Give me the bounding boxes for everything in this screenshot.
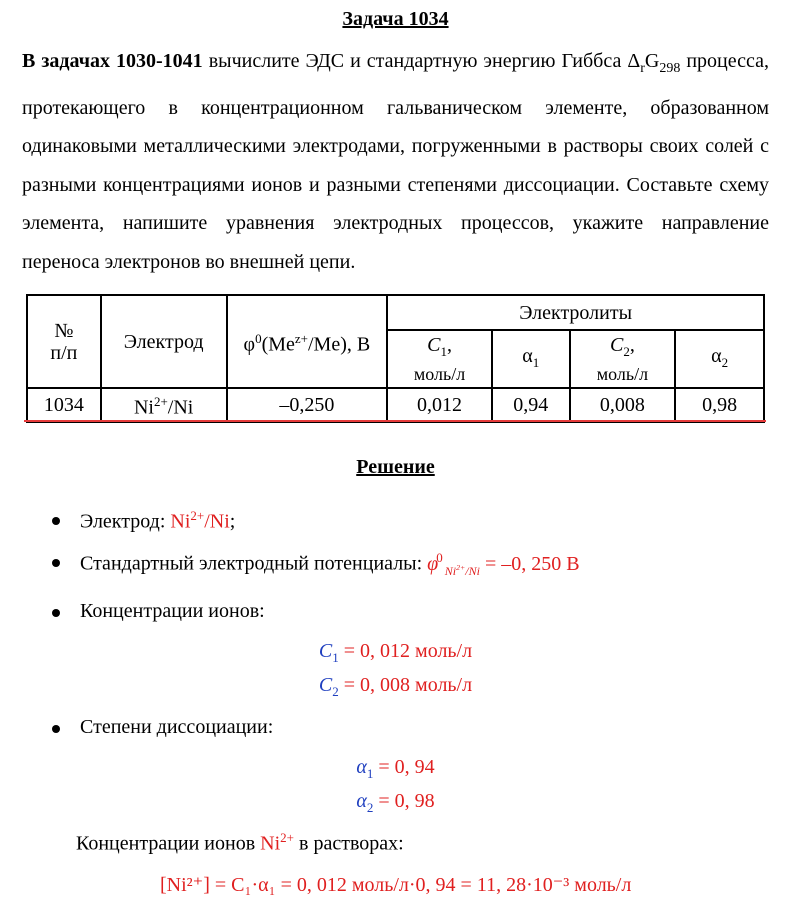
phi-subscript xyxy=(445,564,480,578)
phi-zero-sup: 0 xyxy=(436,550,443,565)
header-electrode: Электрод xyxy=(101,295,227,388)
cell-a2: 0,98 xyxy=(675,388,764,422)
bullet-dot xyxy=(52,559,60,567)
table-row xyxy=(27,388,764,422)
electrode-ni: Ni xyxy=(133,396,154,419)
c1-unit: моль/л xyxy=(413,363,466,384)
bullet-dot xyxy=(52,517,60,525)
a1-sym: α xyxy=(356,756,367,778)
statement-part-1: вычислите ЭДС и стандартную энергию Гиббса Δ xyxy=(202,50,641,72)
header-a1 xyxy=(492,330,570,388)
bullet-dot xyxy=(52,609,60,617)
electrode-rest: /Ni xyxy=(167,396,194,419)
conc-text-1: Концентрации ионов xyxy=(76,832,261,855)
c2-value: = 0, 008 моль/л xyxy=(338,674,473,696)
a1-symbol: α xyxy=(522,344,533,367)
a2-sym: α xyxy=(356,790,367,812)
phi-symbol: φ xyxy=(243,333,256,356)
c1-sub: 1 xyxy=(440,343,447,359)
header-c1: $C_1$, моль/л xyxy=(387,330,492,388)
electrode-sup: 2+ xyxy=(153,394,168,410)
phi-me: (Me xyxy=(261,333,295,356)
header-number xyxy=(27,295,101,388)
potential-formula xyxy=(427,550,580,578)
gibbs-298-sub: 298 xyxy=(659,61,681,76)
a1-formula-sub: 1 xyxy=(366,766,374,781)
a1-value: = 0, 94 xyxy=(373,756,435,778)
c1-value: = 0, 012 моль/л xyxy=(338,640,473,662)
ion-concentration-formula: [Ni²⁺] = C₁·α₁ = 0, 012 моль/л·0, 94 = 11, 28·10⁻³ моль/л xyxy=(160,874,632,896)
header-c2: $C_2$, моль/л xyxy=(570,330,676,388)
task-title: Задача 1034 xyxy=(342,8,449,30)
formula-c1 xyxy=(0,640,791,666)
header-number-symbol: № xyxy=(54,319,74,342)
c2-sym: C xyxy=(318,674,333,696)
gibbs-g: G xyxy=(644,50,660,72)
a2-formula-sub: 2 xyxy=(366,800,374,815)
electrode-value-ni: Ni xyxy=(170,510,191,533)
c2-sub: 2 xyxy=(623,343,630,359)
conc-ni: Ni xyxy=(260,832,281,855)
conc-ni-sup: 2+ xyxy=(280,830,294,845)
bullet-text xyxy=(80,550,580,579)
a2-value: = 0, 98 xyxy=(373,790,435,812)
potential-label: Стандартный электродный потенциалы: xyxy=(80,552,428,575)
potential-value: = –0, 250 В xyxy=(479,552,580,575)
electrode-label: Электрод: xyxy=(80,510,171,533)
concentrations-label: Концентрации ионов: xyxy=(80,600,265,622)
electrode-value-sup: 2+ xyxy=(190,508,205,523)
c2-unit: моль/л xyxy=(596,363,649,384)
solution-title: Решение xyxy=(356,456,435,478)
dissociation-label: Степени диссоциации: xyxy=(80,716,274,738)
delta-r-sub: r xyxy=(640,61,645,76)
c1-formula-sub: 1 xyxy=(332,650,339,665)
c2-symbol: C xyxy=(610,333,624,356)
bullet-dot xyxy=(52,725,60,733)
bullet-text xyxy=(80,508,235,534)
phi-sub-ni-rest: /Ni xyxy=(465,563,480,578)
task-range: В задачах 1030-1041 xyxy=(22,50,203,72)
a2-symbol: α xyxy=(711,344,722,367)
cell-c2: 0,008 xyxy=(570,388,676,422)
header-potential xyxy=(227,295,388,388)
formula-c2 xyxy=(0,674,791,700)
cell-potential: –0,250 xyxy=(227,388,388,422)
electrode-value-rest: /Ni xyxy=(204,510,230,533)
phi-sub-ni: Ni xyxy=(444,563,457,578)
c2-formula-sub: 2 xyxy=(332,684,339,699)
data-table xyxy=(26,294,765,423)
a2-sub: 2 xyxy=(721,354,729,370)
cell-c1: 0,012 xyxy=(387,388,492,422)
a1-sub: 1 xyxy=(532,354,540,370)
phi-sub-charge: 2+ xyxy=(456,562,466,572)
statement-part-2: процесса, протекающего в концентрационном гальваническом элементе, образованном одинаковыми металлическими электродами, погруженными в растворы своих солей с разными концентрациями ионов и разными степенями диссоциации. Составьте схему элемента, напишите уравнения электродных процессов, укажите направление переноса электронов во внешней цепи. xyxy=(22,50,770,273)
phi-rest: /Me), В xyxy=(308,333,371,356)
task-statement xyxy=(22,42,769,281)
formula-a1 xyxy=(0,756,791,782)
table-underline xyxy=(24,420,766,422)
header-electrolytes: Электролиты xyxy=(387,295,764,330)
c1-sym: C xyxy=(318,640,333,662)
phi-sup: 0 xyxy=(255,330,262,346)
phi-z-sup: z+ xyxy=(294,330,308,346)
c1-symbol: C xyxy=(427,333,441,356)
header-number-abbr: п/п xyxy=(50,341,78,364)
cell-a1: 0,94 xyxy=(492,388,570,422)
formula-a2 xyxy=(0,790,791,816)
cell-number: 1034 xyxy=(27,388,101,422)
conc-text-2: в растворах: xyxy=(294,832,404,855)
header-a2 xyxy=(675,330,764,388)
electrode-tail: ; xyxy=(229,510,236,533)
cell-electrode xyxy=(101,388,227,422)
concentration-heading xyxy=(76,830,404,856)
phi-italic: φ xyxy=(427,552,439,575)
